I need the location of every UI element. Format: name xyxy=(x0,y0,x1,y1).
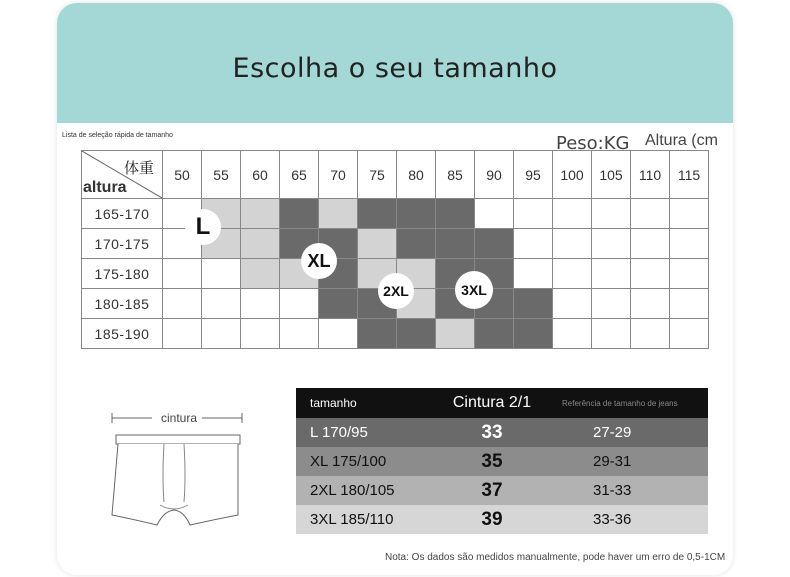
waist-label: cintura xyxy=(161,411,198,425)
grid-cell xyxy=(202,319,241,349)
grid-row xyxy=(82,199,709,229)
height-row-header: 170-175 xyxy=(82,229,163,259)
grid-cell xyxy=(553,319,592,349)
weight-header-cell: 55 xyxy=(202,151,241,199)
grid-cell xyxy=(592,319,631,349)
weight-header-cell: 70 xyxy=(319,151,358,199)
waist-cell: 37 xyxy=(442,476,542,505)
grid-cell xyxy=(592,199,631,229)
grid-cell xyxy=(163,319,202,349)
height-row-header: 180-185 xyxy=(82,289,163,319)
jeans-cell: 33-36 xyxy=(542,505,708,534)
grid-cell xyxy=(280,319,319,349)
size-cell: L 170/95 xyxy=(296,418,442,447)
size-cell: 2XL 180/105 xyxy=(296,476,442,505)
jeans-cell: 29-31 xyxy=(542,447,708,476)
height-unit-label: Altura (cm xyxy=(645,132,718,149)
height-axis-label: altura xyxy=(83,179,127,196)
grid-cell xyxy=(241,289,280,319)
weight-header-cell: 50 xyxy=(163,151,202,199)
grid-cell xyxy=(241,229,280,259)
size-3xl-badge: 3XL xyxy=(455,271,493,309)
grid-cell xyxy=(553,289,592,319)
jeans-cell: 27-29 xyxy=(542,418,708,447)
grid-cell xyxy=(514,289,553,319)
weight-header-cell: 105 xyxy=(592,151,631,199)
grid-cell xyxy=(514,319,553,349)
grid-cell xyxy=(592,229,631,259)
size-cell: XL 175/100 xyxy=(296,447,442,476)
grid-cell xyxy=(241,199,280,229)
weight-axis-label: 体重 xyxy=(123,160,154,177)
grid-cell xyxy=(163,289,202,319)
grid-row xyxy=(82,319,709,349)
grid-cell xyxy=(514,229,553,259)
size-xl-badge: XL xyxy=(301,243,337,279)
grid-cell xyxy=(319,199,358,229)
grid-cell xyxy=(202,259,241,289)
grid-cell xyxy=(592,289,631,319)
grid-cell xyxy=(280,199,319,229)
underwear-outline-icon xyxy=(102,407,252,532)
jeans-cell: 31-33 xyxy=(542,476,708,505)
height-row-header: 175-180 xyxy=(82,259,163,289)
grid-header-row xyxy=(82,151,709,199)
grid-cell xyxy=(631,229,670,259)
grid-cell xyxy=(319,319,358,349)
size-l-badge: L xyxy=(185,209,221,245)
grid-cell xyxy=(631,259,670,289)
quick-selection-label: Lista de seleção rápida de tamanho xyxy=(62,132,173,139)
grid-cell xyxy=(553,199,592,229)
grid-cell xyxy=(241,259,280,289)
weight-header-cell: 60 xyxy=(241,151,280,199)
measurement-note: Nota: Os dados são medidos manualmente, pode haver um erro de 0,5-1CM xyxy=(385,552,726,563)
grid-cell xyxy=(280,289,319,319)
grid-cell xyxy=(475,319,514,349)
size-grid xyxy=(81,150,709,349)
grid-cell xyxy=(553,259,592,289)
grid-cell xyxy=(319,289,358,319)
weight-header-cell: 85 xyxy=(436,151,475,199)
waist-cell: 35 xyxy=(442,447,542,476)
grid-cell xyxy=(514,199,553,229)
grid-cell xyxy=(241,319,280,349)
size-table-header xyxy=(296,388,708,418)
grid-cell xyxy=(631,199,670,229)
grid-cell xyxy=(358,319,397,349)
size-2xl-badge: 2XL xyxy=(378,273,414,309)
size-column-header: tamanho xyxy=(296,388,442,418)
header-banner xyxy=(57,3,733,123)
height-row-header: 165-170 xyxy=(82,199,163,229)
size-guide-card xyxy=(57,3,733,575)
grid-cell xyxy=(202,289,241,319)
grid-cell xyxy=(436,319,475,349)
table-row xyxy=(296,418,708,447)
weight-header-cell: 75 xyxy=(358,151,397,199)
size-reference-table xyxy=(296,388,708,534)
waist-cell: 39 xyxy=(442,505,542,534)
weight-header-cell: 100 xyxy=(553,151,592,199)
grid-cell xyxy=(163,259,202,289)
grid-cell xyxy=(670,199,709,229)
grid-cell xyxy=(631,319,670,349)
grid-cell xyxy=(670,259,709,289)
grid-cell xyxy=(358,229,397,259)
page-title: Escolha o seu tamanho xyxy=(232,53,558,84)
grid-corner xyxy=(82,151,163,199)
table-row xyxy=(296,476,708,505)
grid-cell xyxy=(592,259,631,289)
height-row-header: 185-190 xyxy=(82,319,163,349)
weight-header-cell: 115 xyxy=(670,151,709,199)
table-row xyxy=(296,505,708,534)
weight-header-cell: 80 xyxy=(397,151,436,199)
weight-unit-label: Peso:KG xyxy=(556,133,630,154)
grid-cell xyxy=(670,229,709,259)
table-row xyxy=(296,447,708,476)
grid-cell xyxy=(397,229,436,259)
waist-column-header: Cintura 2/1 xyxy=(442,388,542,418)
grid-cell xyxy=(436,199,475,229)
grid-cell xyxy=(397,199,436,229)
grid-cell xyxy=(670,289,709,319)
grid-cell xyxy=(553,229,592,259)
grid-cell xyxy=(436,229,475,259)
grid-cell xyxy=(475,229,514,259)
grid-cell xyxy=(397,319,436,349)
grid-cell xyxy=(475,199,514,229)
weight-header-cell: 90 xyxy=(475,151,514,199)
grid-cell xyxy=(514,259,553,289)
grid-cell xyxy=(358,199,397,229)
waist-cell: 33 xyxy=(442,418,542,447)
weight-header-cell: 110 xyxy=(631,151,670,199)
grid-cell xyxy=(670,319,709,349)
grid-cell xyxy=(631,289,670,319)
grid-row xyxy=(82,229,709,259)
jeans-column-header: Referência de tamanho de jeans xyxy=(542,388,708,418)
weight-header-cell: 95 xyxy=(514,151,553,199)
weight-header-cell: 65 xyxy=(280,151,319,199)
size-cell: 3XL 185/110 xyxy=(296,505,442,534)
